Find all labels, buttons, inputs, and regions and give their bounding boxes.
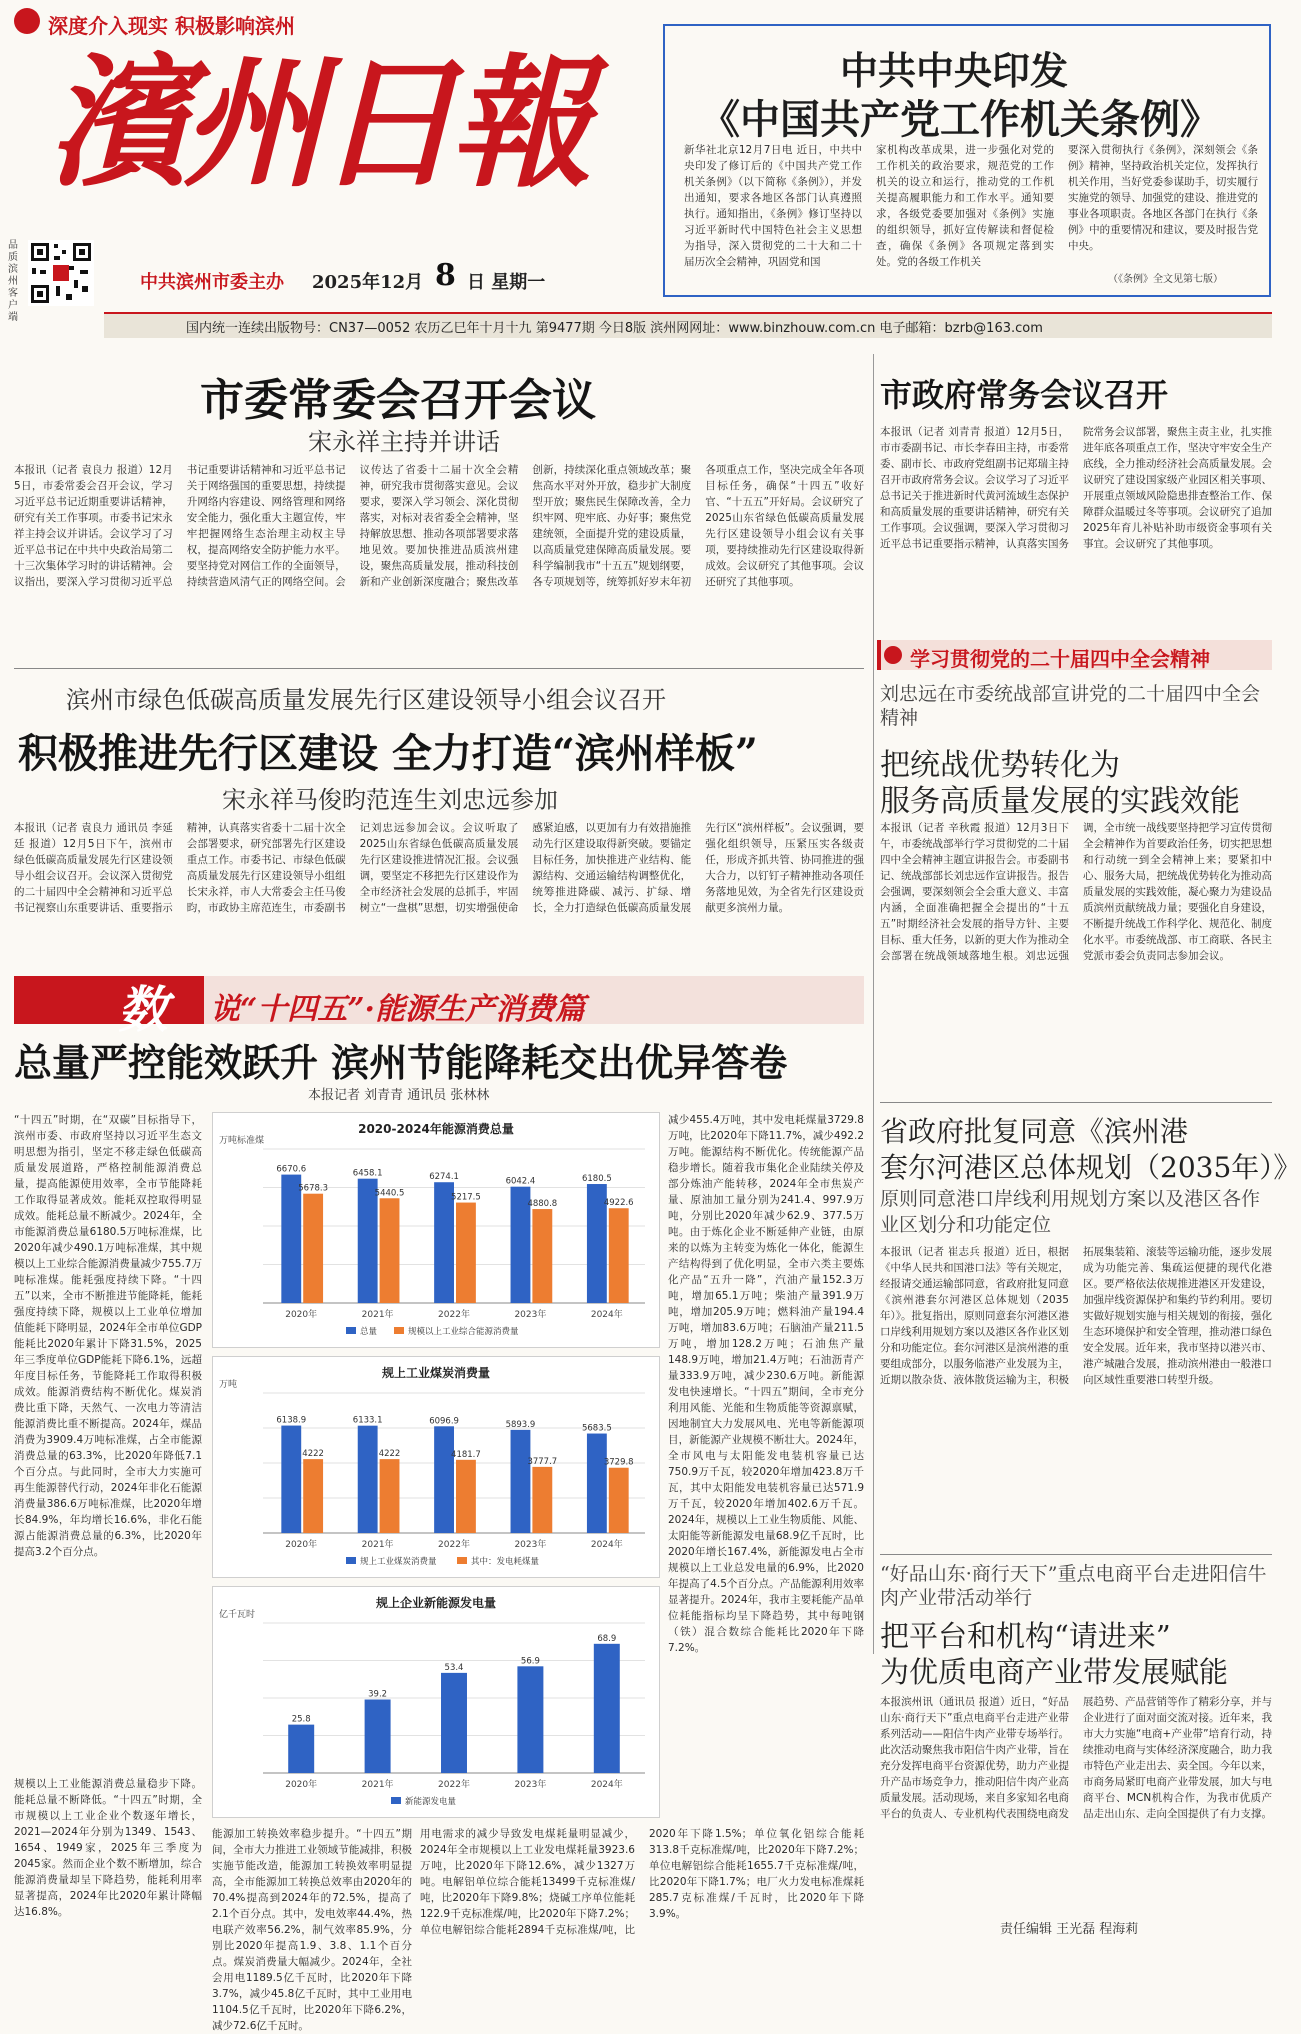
- issue-date: 2025年12月: [312, 272, 424, 293]
- lead-note: （《条例》全文见第七版）: [1108, 274, 1223, 285]
- lead-body-col1: 新华社北京12月7日电 近日，中共中央印发了修订后的《中国共产党工作机关条例》（以下简称《条例》），并发出通知，要求各地区各部门认真遵照执行。通知指出，《条例》修订坚持以习近平新时代中国特色社会主义思想为指导，深入贯彻党的二十大和二十届历次全会精神，巩固党和国: [684, 144, 862, 268]
- chart-data-label: 5893.9: [505, 1419, 536, 1430]
- article-standing-committee-subtitle: 宋永祥主持并讲话: [308, 428, 500, 456]
- chart-bar: [303, 1194, 323, 1303]
- energy-banner-block: [14, 976, 204, 1024]
- column-divider: [873, 354, 874, 1654]
- chart-coal-consumption: [212, 1356, 660, 1578]
- chart-bar: [303, 1459, 323, 1533]
- article-standing-committee-body: 本报讯（记者 袁良力 报道）12月5日，市委常委会召开会议，学习习近平总书记近期重要讲话精神，研究有关工作事项。市委书记宋永祥主持会议并讲话。会议学习了习近平总书记在中共中央政治局第二十三次集体学习时的讲话精神。会议指出，要深入学习贯彻习近平总书记重要讲话精神和习近平总书记关于网络强国的重要思想，持续提升网络内容建设、网络管理和网络安全能力，强化重大主题宣传，牢牢把握网络生态治理主动权主导权，提高网络安全防护能力水平。要坚持党对网信工作的全面领导，持续营造风清气正的网络空间。会议传达了省委十二届十次全会精神，研究我市贯彻落实意见。会议要求，要深入学习领会、深化贯彻落实，对标对表省委全会精神，坚持解放思想、推动各项部署要求落地见效。要加快推进品质滨州建设，聚焦高质量发展，推动科技创新和产业创新深度融合；聚焦改革创新，持续深化重点领域改革；聚焦高水平对外开放，稳步扩大制度型开放；聚焦民生保障改善，全力织牢网、兜牢底、办好事；聚焦党建统领，全面提升党的建设质量，以高质量党建保障高质量发展。要科学编制我市“十五五”规划纲要，各专项规划等，统筹抓好岁末年初各项重点工作，坚决完成全年各项目标任务，确保“十四五”收好官、“十五五”开好局。会议研究了2025山东省绿色低碳高质量发展先行区建设领导小组会议有关事项，要持续推动先行区建设取得新成效。会议研究了其他事项。会议还研究了其他事项。: [14, 464, 864, 588]
- commerce-title-line2[interactable]: 为优质电商产业带发展赋能: [880, 1655, 1229, 1689]
- study-kicker: 刘忠远在市委统战部宣讲党的二十届四中全会精神: [880, 683, 1261, 729]
- section-divider: [880, 1554, 1272, 1555]
- chart-legend-label: 规上工业煤炭消费量: [360, 1557, 437, 1567]
- chart-data-label: 25.8: [291, 1714, 311, 1725]
- issue-day: 8: [435, 258, 456, 293]
- chart-data-label: 4222: [378, 1449, 401, 1460]
- chart-bar: [587, 1434, 607, 1533]
- chart-legend-label: 规模以上工业综合能源消费量: [408, 1327, 519, 1337]
- chart-bar: [532, 1209, 552, 1303]
- chart-bar: [441, 1673, 467, 1773]
- chart-data-label: 3729.8: [603, 1457, 634, 1468]
- green-kicker: 滨州市绿色低碳高质量发展先行区建设领导小组会议召开: [66, 686, 666, 714]
- chart-category-label: 2021年: [361, 1780, 394, 1790]
- chart-data-label: 4222: [302, 1449, 324, 1460]
- chart-y-label: 亿千瓦时: [219, 1610, 256, 1620]
- chart-category-label: 2020年: [285, 1540, 318, 1550]
- green-subtitle: 宋永祥马俊昀范连生刘忠远参加: [222, 786, 558, 814]
- chart-data-label: 6274.1: [429, 1172, 459, 1183]
- masthead-title: 濱州日報: [48, 41, 584, 207]
- chart-bar: [511, 1430, 531, 1533]
- lead-title[interactable]: 《中国共产党工作机关条例》: [700, 96, 1220, 143]
- chart-bar: [456, 1203, 476, 1303]
- chart-data-label: 6458.1: [352, 1168, 383, 1179]
- chart-data-label: 6180.5: [581, 1174, 612, 1185]
- chart-y-label: 万吨标准煤: [219, 1136, 265, 1146]
- chart-data-label: 53.4: [444, 1662, 464, 1673]
- chart-bar: [358, 1426, 378, 1533]
- chart-bar: [365, 1700, 391, 1774]
- energy-body-left2: 规模以上工业能源消费总量稳步下降。能耗总量不断降低。“十四五”时期，全市规模以上工业企业个数逐年增长，2021—2024年分别为1349、1543、1654、1949家，2025年三季度为2045家。然而企业个数不断增加，综合能源消费量却呈下降趋势，能耗利用率显著提高，2024年比2020年累计降幅达16.8%。: [14, 1778, 202, 1918]
- chart-bar: [281, 1426, 301, 1533]
- chart-title: 2020-2024年能源消费总量: [358, 1122, 514, 1136]
- section-divider: [14, 668, 864, 669]
- chart-energy-consumption: [212, 1112, 660, 1348]
- issue-weekday: 日 星期一: [467, 272, 546, 293]
- chart-category-label: 2020年: [285, 1780, 318, 1790]
- energy-banner-text: 说“十四五”·能源生产消费篇: [210, 992, 585, 1027]
- party-emblem-icon: [884, 646, 902, 664]
- energy-body-right: 减少455.4万吨，其中发电耗煤量3729.8万吨，比2020年下降11.7%，减少492.2万吨。能源结构不断优化。传统能源产品稳步增长。随着我市集化企业陆续关停及部分炼油产能转移，2024年全市焦炭产量、原油加工量分别为241.4、997.9万吨，分别比2020年减少62.9、377.5万吨。由于炼化企业不断延伸产业链，由原来的以炼为主转变为炼化一体化，能源生产结构得到了优化明显，全市六类主要炼化产品“五升一降”，汽油产量152.3万吨，增加65.1万吨；柴油产量391.9万吨，增加205.9万吨；燃料油产量194.4万吨，增加83.6万吨；石脑油产量211.5万吨，增加128.2万吨；石油焦产量148.9万吨，增加21.4万吨；石油沥青产量333.9万吨，减少230.6万吨。新能源发电快速增长。“十四五”期间，全市充分利用风能、光能和生物质能等资源禀赋，因地制宜大力发展风电、光电等新能源项目，新能源产业规模不断壮大。2024年，全市风电与太阳能发电装机容量已达750.9万千瓦，较2020年增加423.8万千瓦，其中太阳能发电装机容量已达571.9万千瓦，较2020年增加402.6万千瓦。2024年，规模以上工业生物质能、风能、太阳能等新能源发电量68.9亿千瓦时，比2020年增长167.4%，新能源发电占全市规模以上工业总发电量的6.9%，比2020年提高了4.5个百分点。产品能源利用效率显著提升。2024年，我市主要耗能产品单位耗能指标均呈下降趋势，其中每吨钢（铁）混合数综合能耗比2020年下降7.2%。: [668, 1114, 864, 1654]
- chart-legend-label: 总量: [360, 1327, 378, 1337]
- chart-bar: [532, 1467, 552, 1533]
- chart-data-label: 6042.4: [505, 1176, 536, 1187]
- energy-banner-big-char: 数: [118, 980, 168, 1039]
- lead-body-col3: 要深入贯彻执行《条例》，深刻领会《条例》精神，坚持政治机关定位，发挥执行机关作用，当好党委参谋助手，切实履行实施党的领导、加强党的建设、推进党的事业各项职责。各地区各部门在执行《条例》中的重要情况和建议，要及时报告党中央。: [1068, 144, 1258, 252]
- chart-bar: [609, 1468, 629, 1533]
- energy-body-bottom-mid: 能源加工转换效率稳步提升。“十四五”期间，全市大力推进工业领域节能减排，积极实施节能改造，能源加工转换效率明显提高，全市能源加工转换总效率由2020年的70.4%提高到2024年的72.5%，提高了2.1个百分点。其中，发电效率44.4%，热电联产效率56.2%，制气效率85.9%，分别比2020年提高1.9、3.8、1.1个百分点。煤炭消费量大幅减少。2024年，全社会用电1189.5亿千瓦时，比2020年下降3.7%，减少45.8亿千瓦时，其中工业用电1104.5亿千瓦时，比2020年下降6.2%，减少72.6亿千瓦时。: [212, 1828, 412, 2032]
- qr-code-icon[interactable]: [28, 240, 94, 306]
- chart-category-label: 2023年: [514, 1780, 547, 1790]
- chart-category-label: 2023年: [514, 1310, 547, 1320]
- energy-body-left: “十四五”时期，在“双碳”目标指导下，滨州市委、市政府坚持以习近平生态文明思想为指引，坚定不移走绿色低碳高质量发展道路，严格控制能源消费总量，提高能源使用效率，全市节能降耗工作取得显著成效。能耗双控取得明显成效。能耗总量不断减少。2024年，全市能源消费总量6180.5万吨标准煤，比2020年减少490.1万吨标准煤，其中规模以上工业综合能源消费量减少755.7万吨标准煤。能耗强度持续下降。“十四五”以来，全市不断推进节能降耗，能耗强度持续下降，规模以上工业单位增加值能耗下降明显，2024年全市单位GDP能耗比2020年累计下降31.5%，2025年三季度单位GDP能耗下降6.1%，远超年度目标任务，节能降耗工作取得积极成效。能源消费结构不断优化。煤炭消费比重下降，天然气、一次电力等清洁能源消费比重不断提高。2024年，煤品消费为3909.4万吨标准煤，占全市能源消费总量的63.3%，比2020年降低7.1个百分点。与此同时，全市大力实施可再生能源替代行动，2024年非化石能源消费量386.6万吨标准煤，比2020年增长84.9%，年均增长16.6%，非化石能源占能源消费总量的6.3%，比2020年提高3.2个百分点。: [14, 1114, 202, 1558]
- energy-byline: 本报记者 刘青青 通讯员 张林林: [308, 1088, 490, 1103]
- port-body: 本报讯（记者 崔志兵 报道）近日，根据《中华人民共和国港口法》等有关规定，经报请交通运输部同意，省政府批复同意《滨州港套尔河港区总体规划（2035年）》。批复指出，原则同意套尔河港区港口岸线利用规划方案以及港区各作业区划分和功能定位。套尔河港区是滨州港的重要组成部分，以服务临港产业发展为主，近期以散杂货、液体散货运输为主，积极拓展集装箱、滚装等运输功能，逐步发展成为功能完善、集疏运便捷的现代化港区。要严格依法依规推进港区开发建设，加强岸线资源保护和集约节约利用。要切实做好规划实施与相关规划的衔接，强化生态环境保护和安全管理，推动港口绿色安全发展。近年来，我市坚持以港兴市、港产城融合发展，推动滨州港由一般港口向区域性重要港口转型升级。: [880, 1246, 1272, 1386]
- chart-category-label: 2024年: [590, 1780, 623, 1790]
- chart-data-label: 4880.8: [527, 1199, 558, 1210]
- chart-category-label: 2023年: [514, 1540, 547, 1550]
- chart-data-label: 6133.1: [352, 1415, 383, 1426]
- chart-legend-swatch: [457, 1557, 467, 1564]
- chart-title: 规上企业新能源发电量: [375, 1596, 497, 1610]
- commerce-kicker: “好品山东·商行天下”重点电商平台走进阳信牛肉产业带活动举行: [880, 1563, 1267, 1609]
- chart-data-label: 4181.7: [451, 1449, 481, 1460]
- port-title-line1[interactable]: 省政府批复同意《滨州港: [880, 1115, 1189, 1148]
- chart-bar: [281, 1175, 301, 1303]
- chart-data-label: 6670.6: [276, 1164, 307, 1175]
- chart-data-label: 5678.3: [298, 1183, 329, 1194]
- chart-bar: [594, 1644, 620, 1773]
- study-title-line2[interactable]: 服务高质量发展的实践效能: [880, 784, 1240, 819]
- qr-label: 品质滨州客户端: [8, 240, 18, 323]
- chart-bar: [609, 1208, 629, 1303]
- chart-bar: [517, 1666, 543, 1773]
- chart-data-label: 3777.7: [527, 1456, 558, 1467]
- chart-legend-label: 新能源发电量: [405, 1797, 457, 1807]
- article-standing-committee-title[interactable]: 市委常委会召开会议: [200, 375, 596, 426]
- chart-legend-swatch: [346, 1557, 356, 1564]
- green-title[interactable]: 积极推进先行区建设 全力打造“滨州样板”: [18, 730, 758, 777]
- port-subtitle: 原则同意港口岸线利用规划方案以及港区各作业区划分和功能定位: [880, 1188, 1261, 1236]
- chart-data-label: 5217.5: [451, 1192, 481, 1203]
- chart-legend-swatch: [391, 1797, 401, 1804]
- chart-data-label: 6138.9: [276, 1415, 307, 1426]
- lead-kicker[interactable]: 中共中央印发: [840, 48, 1069, 93]
- study-body: 本报讯（记者 辛秋霞 报道）12月3日下午，市委统战部举行学习贯彻党的二十届四中全会精神主题宣讲报告会。市委副书记、统战部部长刘忠远作宣讲报告。报告会强调，要深刻领会全会重大意义、丰富内涵，全面准确把握全会提出的“十五五”时期经济社会发展的指导方针、主要目标、重大任务，以新的更大作为推动全会部署在统战领域落地生根。刘忠远强调，全市统一战线要坚持把学习宣传贯彻全会精神作为首要政治任务，切实把思想和行动统一到全会精神上来；要紧扣中心、服务大局，把统战优势转化为推动高质量发展的实践效能，凝心聚力为建设品质滨州贡献统战力量；要强化自身建设，不断提升统战工作科学化、规范化、制度化水平。市委统战部、市工商联、各民主党派市委会负责同志参加会议。: [880, 822, 1272, 962]
- chart-data-label: 6096.9: [429, 1416, 459, 1427]
- chart-category-label: 2024年: [590, 1310, 623, 1320]
- green-body: 本报讯（记者 袁良力 通讯员 李延廷 报道）12月5日下午，滨州市绿色低碳高质量发展先行区建设领导小组会议召开。会议深入贯彻党的二十届四中全会精神和习近平总书记视察山东重要讲话、重要指示精神，认真落实省委十二届十次全会部署要求，研究部署先行区建设重点工作。市委书记、市绿色低碳高质量发展先行区建设领导小组组长宋永祥，市人大常委会主任马俊昀，市政协主席范连生，市委副书记刘忠远参加会议。会议听取了2025山东省绿色低碳高质量发展先行区建设推进情况汇报。会议强调，要坚定不移把先行区建设作为全市经济社会发展的总抓手，牢固树立“一盘棋”思想，切实增强使命感紧迫感，以更加有力有效措施推动先行区建设取得新突破。要锚定目标任务，加快推进产业结构、能源结构、交通运输结构调整优化，统筹推进降碳、减污、扩绿、增长，全力打造绿色低碳高质量发展先行区“滨州样板”。会议强调，要强化组织领导，压紧压实各级责任，形成齐抓共管、协同推进的强大合力，以钉钉子精神推动各项任务落地见效，为全省先行区建设贡献更多滨州力量。: [14, 822, 864, 914]
- chart-y-label: 万吨: [219, 1380, 238, 1390]
- chart-data-label: 5440.5: [374, 1188, 405, 1199]
- sponsor-line: 中共滨州市委主办: [140, 272, 284, 293]
- chart-title: 规上工业煤炭消费量: [381, 1366, 491, 1380]
- section-divider: [880, 1102, 1272, 1103]
- chart-data-label: 4922.6: [603, 1198, 634, 1209]
- chart-data-label: 56.9: [520, 1656, 540, 1667]
- chart-category-label: 2022年: [438, 1780, 470, 1790]
- commerce-body: 本报滨州讯（通讯员 报道）近日，“好品山东·商行天下”重点电商平台走进产业带系列活动——阳信牛肉产业带专场举行。此次活动聚焦我市阳信牛肉产业带，旨在充分发挥电商平台资源优势，助力产业提升产品市场竞争力，推动阳信牛肉产业高质量发展。活动现场，来自多家知名电商平台的负责人、专业机构代表围绕电商发展趋势、产品营销等作了精彩分享，并与企业进行了面对面交流对接。近年来，我市大力实施“电商+产业带”培育行动，持续推动电商与实体经济深度融合，助力我市特色产业走出去、卖全国。今年以来，市商务局紧盯电商产业带发展，加大与电商平台、MCN机构合作，为我市优质产品走出山东、走向全国提供了有力支撑。: [880, 1696, 1272, 1820]
- chart-data-label: 68.9: [597, 1633, 617, 1644]
- footer-editors: 责任编辑 王光磊 程海莉: [1000, 1922, 1139, 1937]
- chart-data-label: 39.2: [368, 1689, 388, 1700]
- chart-category-label: 2024年: [590, 1540, 623, 1550]
- commerce-title-line1[interactable]: 把平台和机构“请进来”: [880, 1619, 1171, 1653]
- chart-category-label: 2020年: [285, 1310, 318, 1320]
- energy-title[interactable]: 总量严控能效跃升 滨州节能降耗交出优异答卷: [14, 1040, 788, 1085]
- lead-body-col2: 家机构改革成果，进一步强化对党的工作机关的政治要求，规范党的工作机关的设立和运行，推动党的工作机关提高履职能力和工作水平。通知要求，各级党委要加强对《条例》实施的组织领导，抓好宣传解读和督促检查，确保《条例》各项规定落到实处。党的各级工作机关: [876, 144, 1054, 268]
- chart-data-label: 5683.5: [581, 1423, 612, 1434]
- chart-category-label: 2021年: [361, 1310, 394, 1320]
- energy-body-bottom-right: 用电需求的减少导致发电煤耗量明显减少，2024年全市规模以上工业发电煤耗量3923.6万吨，比2020年下降12.6%，减少1327万吨。电解铝单位综合能耗13499千克标准煤/吨，比2020年下降9.8%；烧碱工序单位能耗122.9千克标准煤/吨，比2020年下降7.2%；单位电解铝综合能耗2894千克标准煤/吨，比2020年下降1.5%；单位氧化铝综合能耗313.8千克标准煤/吨，比2020年下降7.2%；单位电解铝综合能耗1655.7千克标准煤/吨，比2020年下降1.7%；电厂火力发电标准煤耗285.7克标准煤/千瓦时，比2020年下降3.9%。: [420, 1828, 864, 1936]
- slogan-emblem-icon: [14, 8, 40, 34]
- chart-bar: [380, 1198, 400, 1303]
- chart-bar: [288, 1725, 314, 1773]
- chart-category-label: 2021年: [361, 1540, 394, 1550]
- chart-bar: [434, 1426, 454, 1533]
- chart-legend-swatch: [346, 1327, 356, 1334]
- article-government-meeting-body: 本报讯（记者 刘青青 报道）12月5日，市市委副书记、市长李春田主持，市委常委、副市长、市政府党组副书记郑瑞主持召开市政府常务会议。会议学习了习近平总书记关于推进新时代黄河流域生态保护和高质量发展的重要讲话精神，研究有关工作事项。会议强调，要深入学习贯彻习近平总书记重要指示精神，认真落实国务院常务会议部署，聚焦主责主业，扎实推进年底各项重点工作，坚决守牢安全生产底线，全力推动经济社会高质量发展。会议研究了建设国家级产业园区相关事项、开展重点领域风险隐患排查整治工作、保障群众温暖过冬等事项。会议研究了追加2025年育儿补贴补助市级资金事项有关事宜。会议研究了其他事项。: [880, 426, 1272, 550]
- chart-bar: [380, 1459, 400, 1533]
- port-title-line2[interactable]: 套尔河港区总体规划（2035年）》: [880, 1151, 1301, 1184]
- chart-bar: [456, 1460, 476, 1533]
- chart-category-label: 2022年: [438, 1540, 470, 1550]
- chart-category-label: 2022年: [438, 1310, 470, 1320]
- chart-new-energy: [212, 1586, 660, 1818]
- masthead-slogan: 深度介入现实 积极影响滨州: [48, 14, 295, 38]
- article-government-meeting-title[interactable]: 市政府常务会议召开: [880, 376, 1169, 414]
- publication-line: 国内统一连续出版物号：CN37—0052 农历乙巳年十月十九 第9477期 今日8版 滨州网网址：www.binzhouw.com.cn 电子邮箱：bzrb@163.com: [186, 321, 1043, 336]
- study-title-line1[interactable]: 把统战优势转化为: [880, 748, 1120, 783]
- study-banner-text: 学习贯彻党的二十届四中全会精神: [910, 647, 1210, 671]
- chart-legend-swatch: [394, 1327, 404, 1334]
- chart-legend-label: 其中：发电耗煤量: [471, 1557, 540, 1567]
